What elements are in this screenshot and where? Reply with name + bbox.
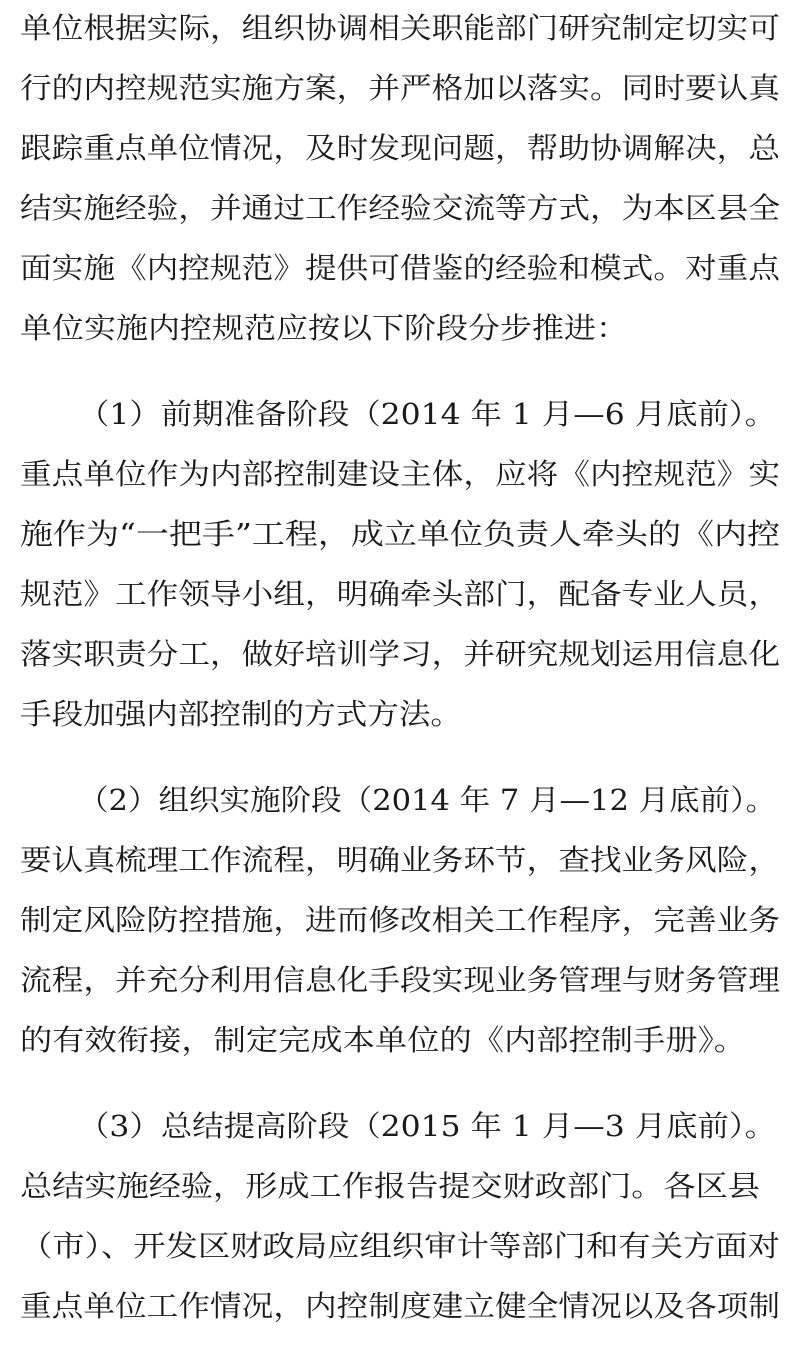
- text-line-content: 制定风险防控措施，进而修改相关工作程序，完善业务: [20, 903, 781, 937]
- text-line: [0, 240, 800, 296]
- text-line-content: （2）组织实施阶段（2014 年 7 月—12 月底前）。: [78, 783, 776, 817]
- text-line-content: 总结实施经验，形成工作报告提交财政部门。各区县: [20, 1169, 761, 1203]
- text-line-content: 落实职责分工，做好培训学习，并研究规划运用信息化: [20, 637, 781, 671]
- text-line-content: 要认真梳理工作流程，明确业务环节，查找业务风险，: [20, 843, 781, 877]
- text-line-content: 的有效衔接，制定完成本单位的《内部控制手册》。: [20, 1023, 746, 1057]
- phase-heading: [0, 386, 800, 442]
- text-line: [0, 120, 800, 176]
- text-line: [0, 0, 800, 56]
- text-line: [0, 952, 800, 1008]
- text-line: [0, 506, 800, 562]
- text-line: [0, 1012, 800, 1068]
- text-line-content: （3）总结提高阶段（2015 年 1 月—3 月底前）。: [78, 1109, 777, 1143]
- text-line-content: 规范》工作领导小组，明确牵头部门，配备专业人员，: [20, 577, 781, 611]
- text-line-content: （1）前期准备阶段（2014 年 1 月—6 月底前）。: [78, 397, 777, 431]
- text-line: [0, 686, 800, 742]
- text-line-content: 面实施《内控规范》提供可借鉴的经验和模式。对重点: [20, 251, 781, 285]
- text-line-content: （市）、开发区财政局应组织审计等部门和有关方面对: [20, 1229, 780, 1263]
- text-line-content: 单位实施内控规范应按以下阶段分步推进：: [20, 311, 628, 345]
- phase-heading: [0, 1098, 800, 1154]
- text-line-content: 结实施经验，并通过工作经验交流等方式，为本区县全: [20, 191, 781, 225]
- text-line-content: 行的内控规范实施方案，并严格加以落实。同时要认真: [20, 71, 781, 105]
- text-line: [0, 300, 800, 356]
- text-line: [0, 626, 800, 682]
- text-line: [0, 832, 800, 888]
- text-line-content: 单位根据实际，组织协调相关职能部门研究制定切实可: [20, 11, 781, 45]
- text-line-content: 流程，并充分利用信息化手段实现业务管理与财务管理: [20, 963, 781, 997]
- text-line: [0, 892, 800, 948]
- text-line: [0, 180, 800, 236]
- text-line-content: 重点单位工作情况，内控制度建立健全情况以及各项制: [20, 1289, 781, 1323]
- text-line-content: 施作为“一把手”工程，成立单位负责人牵头的《内控: [20, 517, 780, 551]
- text-line-content: 跟踪重点单位情况，及时发现问题，帮助协调解决，总: [20, 131, 781, 165]
- text-line: [0, 446, 800, 502]
- text-line: [0, 1278, 800, 1334]
- text-line-content: 手段加强内部控制的方式方法。: [20, 697, 462, 731]
- text-line: [0, 1158, 800, 1214]
- text-line: [0, 60, 800, 116]
- text-line: [0, 566, 800, 622]
- text-line: [0, 1218, 800, 1274]
- text-line-content: 重点单位作为内部控制建设主体，应将《内控规范》实: [20, 457, 781, 491]
- phase-heading: [0, 772, 800, 828]
